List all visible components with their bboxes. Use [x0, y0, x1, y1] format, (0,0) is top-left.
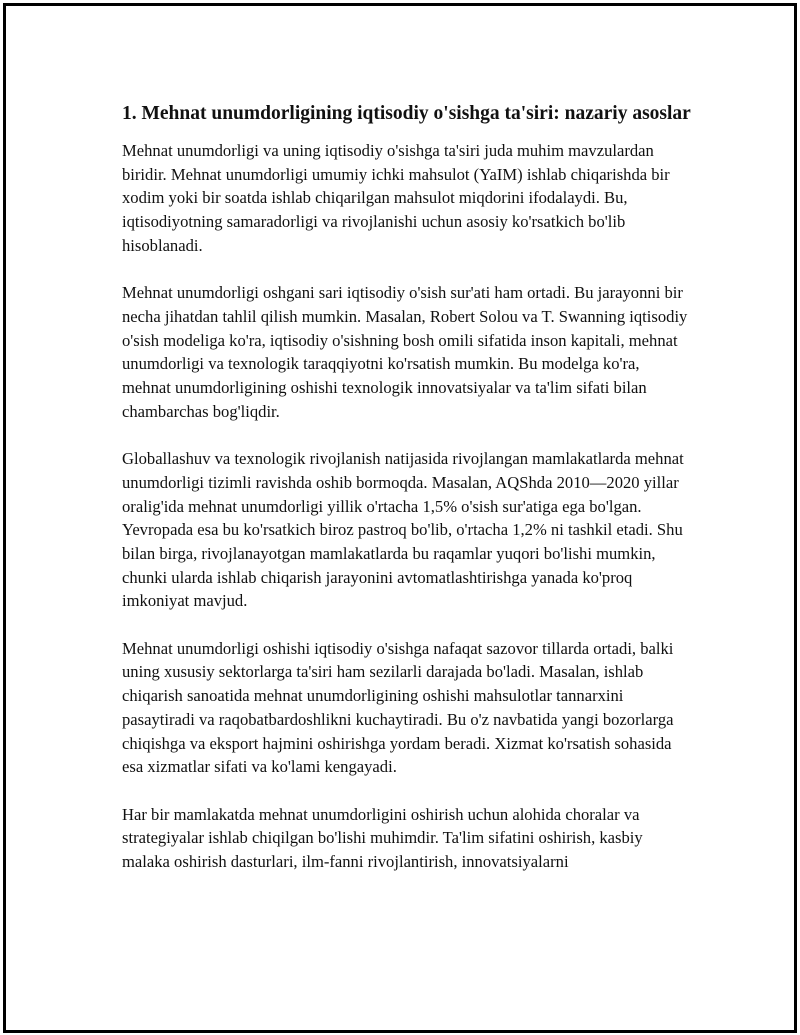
- paragraph-3: Globallashuv va texnologik rivojlanish natijasida rivojlangan mamlakatlarda mehnat unumdorligi tizimli ravishda oshib bormoqda. Masalan, AQShda 2010—2020 yillar oralig'ida mehnat unumdorligi yillik o'rtacha 1,5% o'sish sur'atiga ega bo'lgan. Yevropada esa bu ko'rsatkich biroz pastroq bo'lib, o'rtacha 1,2% ni tashkil etadi. Shu bilan birga, rivojlanayotgan mamlakatlarda bu raqamlar yuqori bo'lishi mumkin, chunki ularda ishlab chiqarish jarayonini avtomatlashtirishga yanada ko'proq imkoniyat mavjud.: [122, 449, 684, 611]
- paragraph-4: Mehnat unumdorligi oshishi iqtisodiy o'sishga nafaqat sazovor tillarda ortadi, balki uning xususiy sektorlarga ta'siri ham sezilarli darajada bo'ladi. Masalan, ishlab chiqarish sanoatida mehnat unumdorligining oshishi mahsulotlar tannarxini pasaytiradi va raqobatbardoshlikni kuchaytiradi. Bu o'z navbatida yangi bozorlarga chiqishga va eksport hajmini oshirishga yordam beradi. Xizmat ko'rsatish sohasida esa xizmatlar sifati va ko'lami kengayadi.: [122, 638, 674, 777]
- paragraph-2: Mehnat unumdorligi oshgani sari iqtisodiy o'sish sur'ati ham ortadi. Bu jarayonni bir necha jihatdan tahlil qilish mumkin. Masalan, Robert Solou va T. Swanning iqtisodiy o'sish modeliga ko'ra, iqtisodiy o'sishning bosh omili sifatida inson kapitali, mehnat unumdorligi va texnologik taraqqiyotni ko'rsatish mumkin. Bu modelga ko'ra, mehnat unumdorligining oshishi texnologik innovatsiyalar va ta'lim sifati bilan chambarchas bog'liqdir.: [122, 283, 688, 421]
- paragraph-1: Mehnat unumdorligi va uning iqtisodiy o'sishga ta'siri juda muhim mavzulardan biridir. Mehnat unumdorligi umumiy ichki mahsulot (YaIM) ishlab chiqarishda bir xodim yoki bir soatda ishlab chiqarilgan mahsulot miqdorini ifodalaydi. Bu, iqtisodiyotning samaradorligi va rivojlanishi uchun asosiy ko'rsatkich bo'lib hisoblanadi.: [122, 141, 670, 255]
- page-frame: [3, 3, 797, 1033]
- document-body: [122, 101, 692, 897]
- section-heading: 1. Mehnat unumdorligining iqtisodiy o'sishga ta'siri: nazariy asoslar: [122, 103, 691, 124]
- paragraph-5: Har bir mamlakatda mehnat unumdorligini oshirish uchun alohida choralar va strategiyalar ishlab chiqilgan bo'lishi muhimdir. Ta'lim sifatini oshirish, kasbiy malaka oshirish dasturlari, ilm-fanni rivojlantirish, innovatsiyalarni: [122, 804, 643, 872]
